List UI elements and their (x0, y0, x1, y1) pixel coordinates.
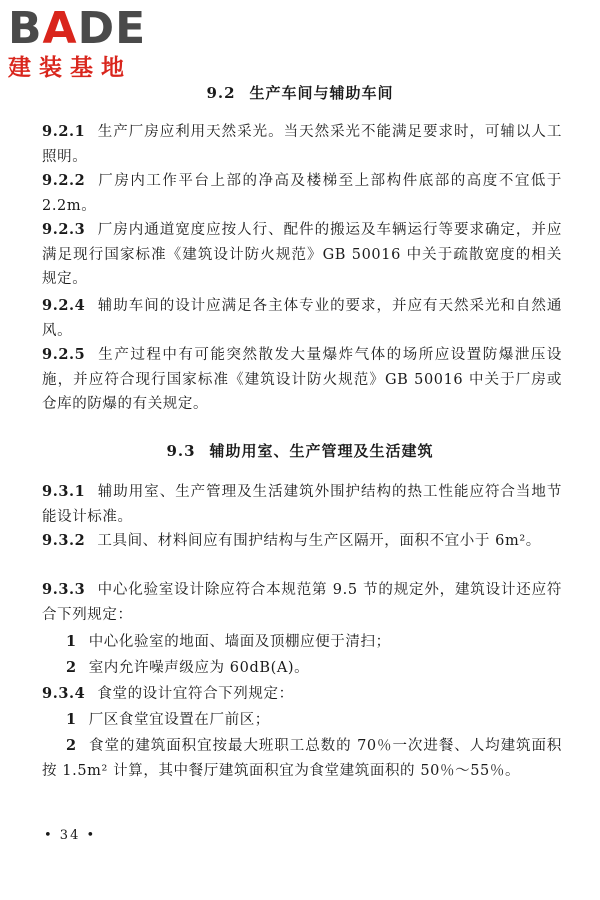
clause-9-3-4-item-2: 2 食堂的建筑面积宜按最大班职工总数的 70％一次进餐、人均建筑面积按 1.5m² 计算，其中餐厅建筑面积宜为食堂建筑面积的 50％～55％。 (42, 737, 562, 779)
clause-9-3-1: 9.3.1 辅助用室、生产管理及生活建筑外围护结构的热工性能应符合当地节能设计标准。 (42, 483, 562, 525)
clause-9-2-3: 9.2.3 厂房内通道宽度应按人行、配件的搬运及车辆运行等要求确定，并应满足现行国家标准《建筑设计防火规范》GB 50016 中关于疏散宽度的相关规定。 (42, 221, 562, 287)
clause-9-2-4: 9.2.4 辅助车间的设计应满足各主体专业的要求，并应有天然采光和自然通风。 (42, 297, 562, 339)
clause-9-3-4-item-1: 1 厂区食堂宜设置在厂前区； (66, 711, 270, 728)
page-number: • 34 • (44, 828, 97, 843)
section-heading-9-3: 9.3 辅助用室、生产管理及生活建筑 (166, 442, 434, 460)
clause-9-3-3-item-1: 1 中心化验室的地面、墙面及顶棚应便于清扫； (66, 633, 391, 650)
clause-9-3-3-item-2: 2 室内允许噪声级应为 60dB(A)。 (66, 659, 310, 676)
section-heading-9-2: 9.2 生产车间与辅助车间 (206, 84, 394, 102)
bade-logo (8, 3, 178, 82)
clause-9-3-4: 9.3.4 食堂的设计宜符合下列规定： (42, 685, 294, 702)
logo-subtitle: 建装基地 (8, 55, 132, 81)
clause-9-3-2: 9.3.2 工具间、材料间应有围护结构与生产区隔开，面积不宜小于 6m²。 (42, 532, 541, 549)
logo-wordmark: BADE (8, 3, 147, 54)
clause-9-2-5: 9.2.5 生产过程中有可能突然散发大量爆炸气体的场所应设置防爆泄压设施，并应符合现行国家标准《建筑设计防火规范》GB 50016 中关于厂房或仓库的防爆的有关规定。 (42, 346, 562, 412)
clause-9-2-1: 9.2.1 生产厂房应利用天然采光。当天然采光不能满足要求时，可辅以人工照明。 (42, 123, 562, 165)
clause-9-3-3: 9.3.3 中心化验室设计除应符合本规范第 9.5 节的规定外，建筑设计还应符合下列规定： (42, 581, 562, 623)
clause-9-2-2: 9.2.2 厂房内工作平台上部的净高及楼梯至上部构件底部的高度不宜低于 2.2m。 (42, 172, 562, 214)
